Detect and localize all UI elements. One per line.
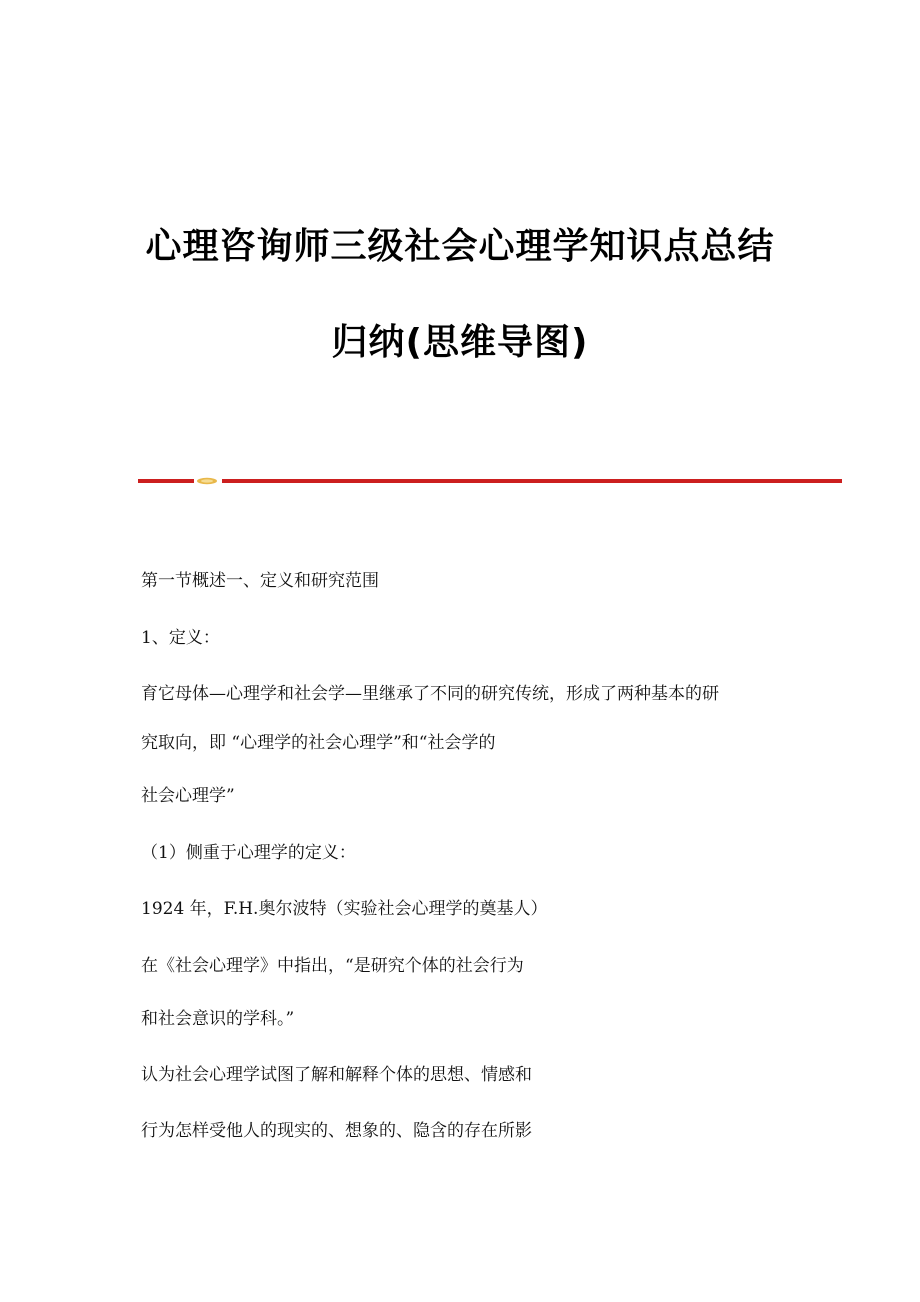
paragraph-line: 和社会意识的学科。”	[141, 1009, 295, 1029]
title-divider	[138, 476, 842, 486]
divider-bar-left	[138, 479, 194, 483]
document-title-line-2: 归纳(思维导图)	[331, 322, 589, 363]
paragraph-line: 行为怎样受他人的现实的、想象的、隐含的存在所影	[141, 1121, 532, 1141]
definition-label: 1、定义：	[141, 628, 220, 648]
paragraph-line: 育它母体—心理学和社会学—里继承了不同的研究传统，形成了两种基本的研	[141, 684, 719, 704]
paragraph-line: 社会心理学”	[141, 786, 235, 806]
divider-bar-right	[222, 479, 842, 483]
subsection-heading: （1）侧重于心理学的定义：	[141, 843, 356, 863]
paragraph-line: 1924 年，F.H.奥尔波特（实验社会心理学的奠基人）	[141, 899, 548, 919]
paragraph-line: 在《社会心理学》中指出，“是研究个体的社会行为	[141, 956, 524, 976]
divider-ornament-icon	[196, 477, 218, 485]
document-title-line-1: 心理咨询师三级社会心理学知识点总结	[145, 226, 775, 267]
section-heading: 第一节概述一、定义和研究范围	[141, 571, 379, 591]
paragraph-line: 认为社会心理学试图了解和解释个体的思想、情感和	[141, 1065, 532, 1085]
paragraph-line: 究取向，即 “心理学的社会心理学”和“社会学的	[141, 733, 496, 753]
